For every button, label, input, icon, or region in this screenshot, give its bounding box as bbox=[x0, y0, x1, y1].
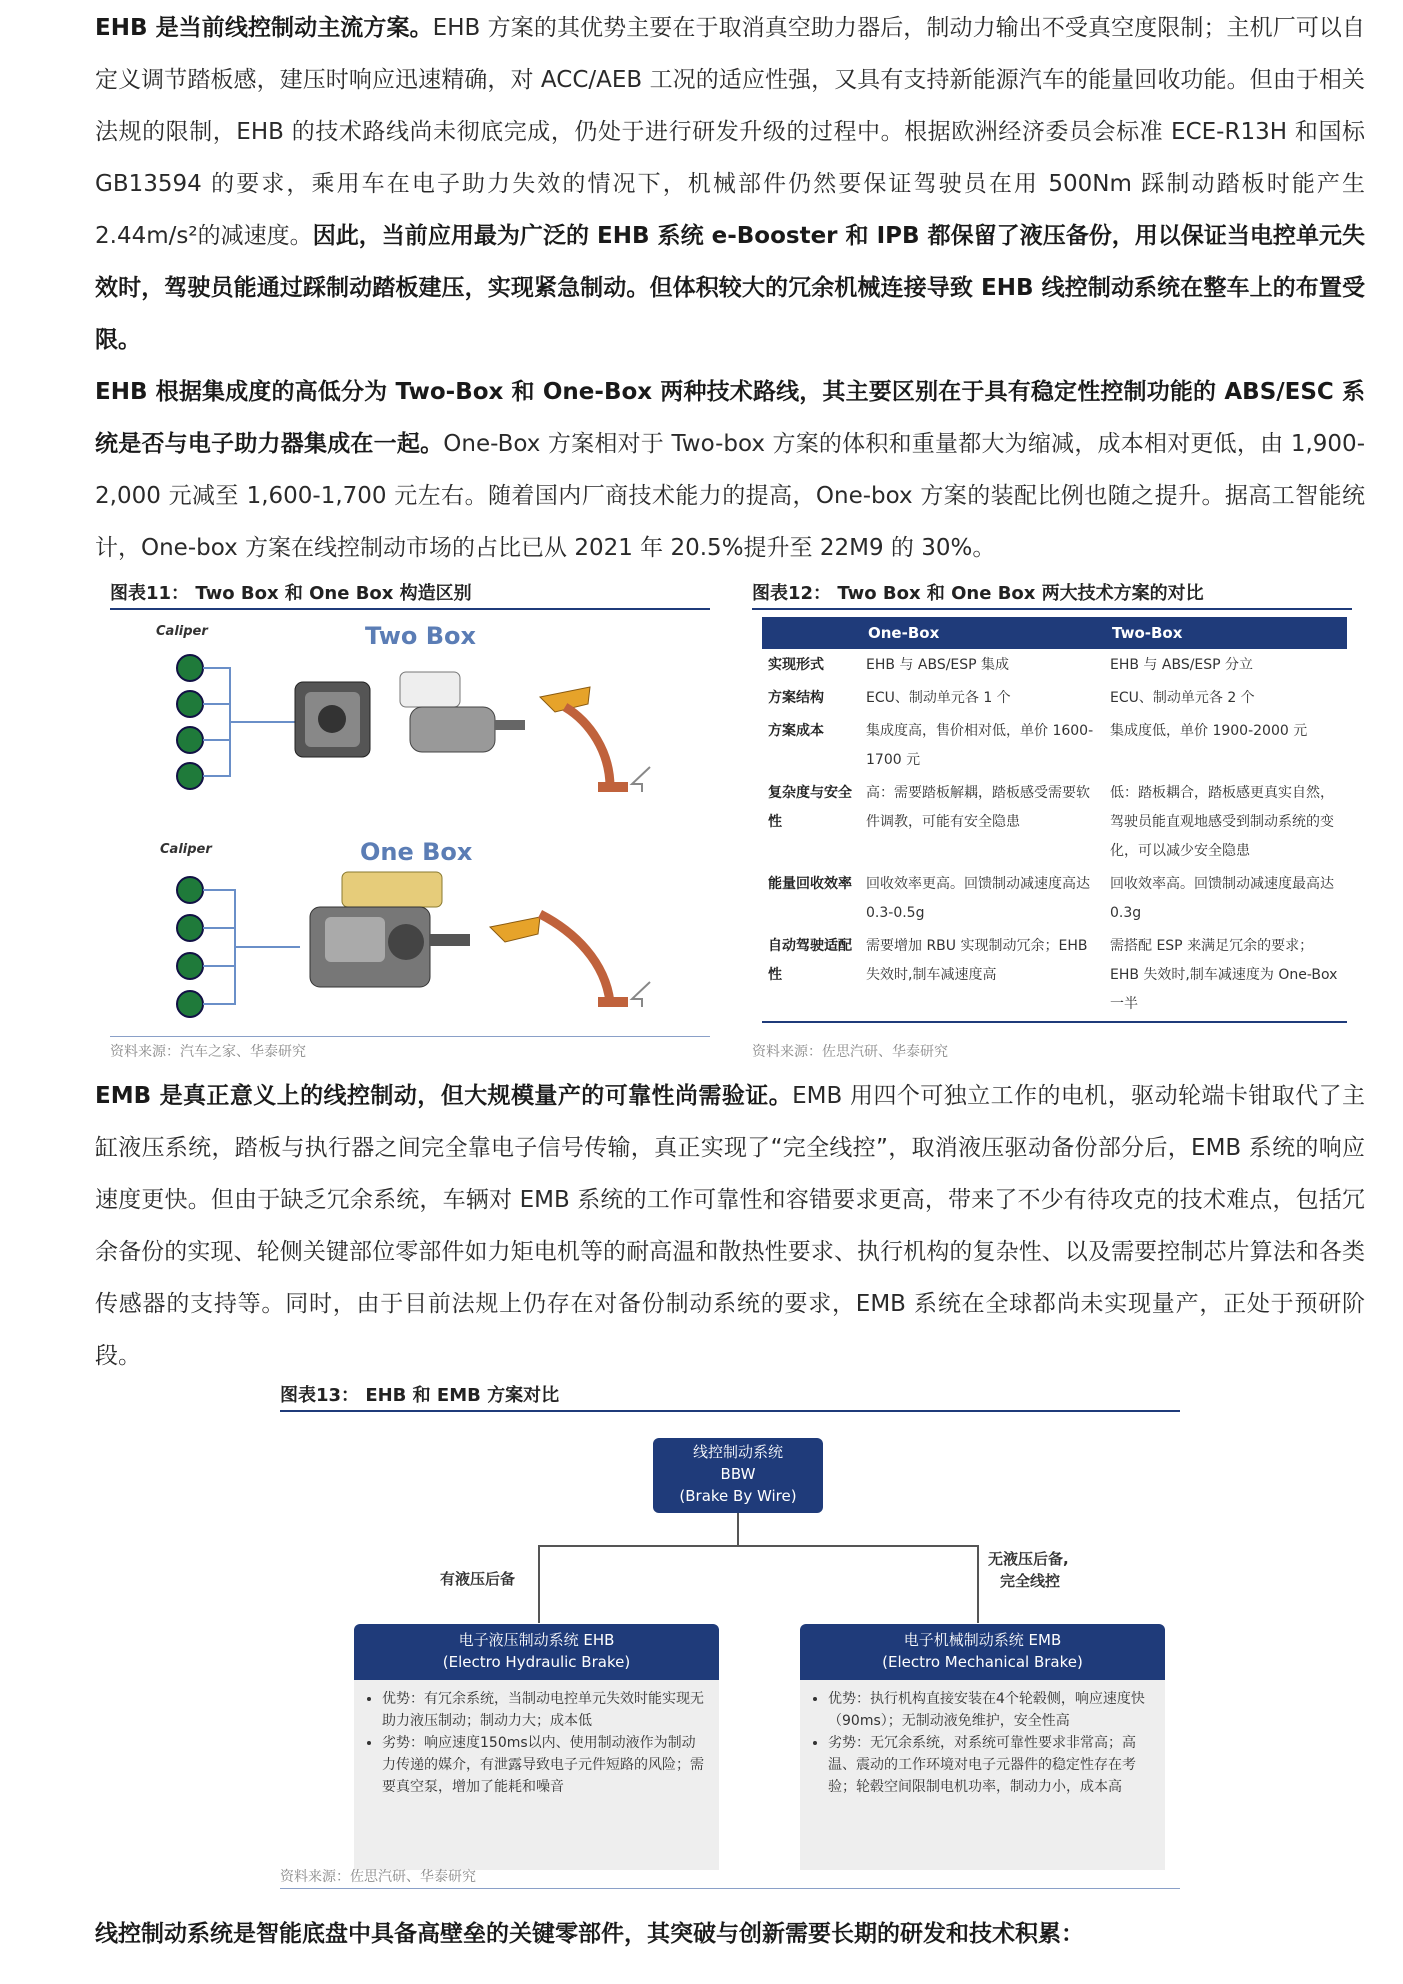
table-header-two-box: Two-Box bbox=[1104, 617, 1347, 649]
two-box-wheels bbox=[177, 655, 300, 789]
one-box-cell: 集成度高，售价相对低，单价 1600-1700 元 bbox=[866, 723, 1094, 768]
figure-12-source: 资料来源：佐思汽研、华泰研究 bbox=[752, 1044, 948, 1060]
figure-13-title: 图表13： EHB 和 EMB 方案对比 bbox=[280, 1385, 560, 1406]
two-box-cell: 低：踏板耦合，踏板感更真实自然，驾驶员能直观地感受到制动系统的变化，可以减少安全隐患 bbox=[1110, 785, 1334, 859]
emb-con: • 劣势：无冗余系统，对系统可靠性要求非常高；高温、震动的工作环境对电子元器件的稳定性存在考验；轮毂空间限制电机功率，制动力小，成本高 bbox=[828, 1732, 1153, 1798]
two-box-abs-unit bbox=[295, 682, 370, 757]
figure-12-title-rule bbox=[752, 608, 1352, 610]
two-box-cell: EHB 与 ABS/ESP 分立 bbox=[1110, 657, 1254, 673]
bbw-root-node bbox=[653, 1438, 823, 1513]
comparison-table bbox=[762, 617, 1347, 1023]
figure-12-comparison-table bbox=[762, 617, 1347, 1023]
one-box-pedal bbox=[490, 914, 650, 1007]
ehb-pro: • 优势：有冗余系统，当制动电控单元失效时能实现无助力液压制动；制动力大；成本低 bbox=[382, 1688, 707, 1732]
row-head: 自动驾驶适配性 bbox=[762, 930, 860, 1022]
table-row bbox=[762, 930, 1347, 1022]
paragraph-bold-lead: EMB 是真正意义上的线控制动，但大规模量产的可靠性尚需验证。 bbox=[95, 1083, 793, 1109]
paragraph-bbw-barrier bbox=[95, 1908, 1365, 1960]
table-header-blank bbox=[762, 617, 860, 649]
row-head: 复杂度与安全性 bbox=[768, 785, 852, 830]
one-box-cell: 高：需要踏板解耦，踏板感受需要软件调教，可能有安全隐患 bbox=[866, 785, 1090, 830]
emb-node-header bbox=[800, 1624, 1165, 1685]
one-box-cell: ECU、制动单元各 1 个 bbox=[866, 690, 1011, 706]
table-row bbox=[762, 777, 1347, 868]
brake-layout-illustration bbox=[110, 612, 710, 1032]
ehb-con: • 劣势：响应速度150ms以内、使用制动液作为制动力传递的媒介，有泄露导致电子元件短路的风险；需要真空泵，增加了能耗和噪音 bbox=[382, 1732, 707, 1798]
ehb-subtitle: (Electro Hydraulic Brake) bbox=[442, 1653, 631, 1671]
paragraph-bold-tail: 因此，当前应用最为广泛的 EHB 系统 e-Booster 和 IPB 都保留了液压备份，用以保证当电控单元失效时，驾驶员能通过踩制动踏板建压，实现紧急制动。但体积较大的冗余机械连接导致 EHB 线控制动系统在整车上的布置受限。 bbox=[95, 223, 1365, 353]
ehb-title: 电子液压制动系统 EHB bbox=[458, 1631, 615, 1649]
table-header-one-box: One-Box bbox=[860, 617, 1104, 649]
paragraph-two-box-one-box bbox=[95, 366, 1365, 574]
connector-root-down bbox=[737, 1513, 739, 1546]
paragraph-text: EHB 方案的其优势主要在于取消真空助力器后，制动力输出不受真空度限制；主机厂可以自定义调节踏板感，建压时响应迅速精确，对 ACC/AEB 工况的适应性强，又具有支持新能源汽车的能量回收功能。但由于相关法规的限制，EHB 的技术路线尚未彻底完成，仍处于进行研发升级的过程中。根据欧洲经济委员会标准 ECE-R13H 和国标 GB13594 的要求，乘用车在电子助力失效的情况下，机械部件仍然要保证驾驶员在用 500Nm 踩制动踏板时能产生 2.44m/s²的减速度。 bbox=[95, 15, 1366, 249]
two-box-pedal bbox=[540, 687, 650, 792]
emb-subtitle: (Electro Mechanical Brake) bbox=[882, 1653, 1083, 1671]
connector-horizontal bbox=[538, 1545, 978, 1547]
figure-13-diagram bbox=[280, 1384, 1180, 1894]
one-box-cell: 回收效率更高。回馈制动减速度高达 0.3-0.5g bbox=[866, 876, 1090, 921]
figure-11-source: 资料来源：汽车之家、华泰研究 bbox=[110, 1044, 306, 1060]
table-row bbox=[762, 715, 1347, 777]
ehb-node-panel bbox=[354, 1680, 719, 1870]
two-box-cell: 集成度低，单价 1900-2000 元 bbox=[1110, 723, 1308, 739]
one-box-integrated-unit bbox=[310, 872, 470, 987]
paragraph-emb bbox=[95, 1070, 1365, 1382]
figure-11-bottom-rule bbox=[110, 1036, 710, 1037]
one-box-label: One Box bbox=[360, 838, 473, 866]
row-head: 方案结构 bbox=[768, 690, 824, 706]
figure-13-bottom-rule bbox=[280, 1888, 1180, 1889]
table-row bbox=[762, 682, 1347, 715]
bbw-root-line3: (Brake By Wire) bbox=[679, 1487, 797, 1505]
row-head: 实现形式 bbox=[768, 657, 824, 673]
branch-label-no-hydraulic-1: 无液压后备, bbox=[988, 1550, 1069, 1568]
table-row bbox=[762, 868, 1347, 930]
bbw-root-line2: BBW bbox=[720, 1465, 756, 1483]
figure-11-title: 图表11： Two Box 和 One Box 构造区别 bbox=[110, 583, 472, 604]
one-box-wheels bbox=[177, 877, 300, 1017]
table-header-row bbox=[762, 617, 1347, 649]
two-box-cell: 回收效率高。回馈制动减速度最高达 0.3g bbox=[1110, 876, 1334, 921]
caliper-label-top: Caliper bbox=[156, 624, 208, 639]
figure-11-diagram bbox=[110, 612, 710, 1032]
figure-11-title-rule bbox=[110, 608, 710, 610]
connector-left-down bbox=[538, 1545, 540, 1623]
bbw-root-line1: 线控制动系统 bbox=[692, 1443, 783, 1461]
two-box-cell: 需搭配 ESP 来满足冗余的要求；EHB 失效时,制车减速度为 One-Box 一半 bbox=[1104, 930, 1347, 1022]
two-box-booster-unit bbox=[400, 672, 525, 752]
figure-12-title: 图表12： Two Box 和 One Box 两大技术方案的对比 bbox=[752, 583, 1204, 604]
emb-node-panel bbox=[800, 1680, 1165, 1870]
emb-pro: • 优势：执行机构直接安装在4个轮毂侧，响应速度快（90ms）；无制动液免维护，安全性高 bbox=[828, 1688, 1153, 1732]
two-box-cell: ECU、制动单元各 2 个 bbox=[1110, 690, 1255, 706]
table-row bbox=[762, 649, 1347, 682]
paragraph-bold-lead: 线控制动系统是智能底盘中具备高壁垒的关键零部件，其突破与创新需要长期的研发和技术积累： bbox=[95, 1921, 1084, 1947]
paragraph-text: EMB 用四个可独立工作的电机，驱动轮端卡钳取代了主缸液压系统，踏板与执行器之间完全靠电子信号传输，真正实现了“完全线控”，取消液压驱动备份部分后，EMB 系统的响应速度更快。但由于缺乏冗余系统，车辆对 EMB 系统的工作可靠性和容错要求更高，带来了不少有待攻克的技术难点，包括冗余备份的实现、轮侧关键部位零部件如力矩电机等的耐高温和散热性要求、执行机构的复杂性、以及需要控制芯片算法和各类传感器的支持等。同时，由于目前法规上仍存在对备份制动系统的要求，EMB 系统在全球都尚未实现量产，正处于预研阶段。 bbox=[95, 1083, 1366, 1369]
paragraph-ehb-mainstream bbox=[95, 2, 1365, 366]
emb-title: 电子机械制动系统 EMB bbox=[903, 1631, 1062, 1649]
row-head: 能量回收效率 bbox=[768, 876, 852, 892]
one-box-cell: 需要增加 RBU 实现制动冗余；EHB 失效时,制车减速度高 bbox=[860, 930, 1104, 1022]
figure-13-source: 资料来源：佐思汽研、华泰研究 bbox=[280, 1869, 476, 1885]
row-head: 方案成本 bbox=[768, 723, 824, 739]
two-box-label: Two Box bbox=[365, 622, 477, 650]
connector-right-down bbox=[977, 1545, 979, 1623]
paragraph-text: One-Box 方案相对于 Two-box 方案的体积和重量都大为缩减，成本相对更低，由 1,900-2,000 元减至 1,600-1,700 元左右。随着国内厂商技术能力的提高，One-box 方案的装配比例也随之提升。据高工智能统计，One-box 方案在线控制动市场的占比已从 2021 年 20.5%提升至 22M9 的 30%。 bbox=[95, 431, 1365, 561]
caliper-label-bottom: Caliper bbox=[160, 842, 212, 857]
branch-label-hydraulic: 有液压后备 bbox=[440, 1570, 516, 1588]
ehb-node-header bbox=[354, 1624, 719, 1685]
paragraph-bold-lead: EHB 是当前线控制动主流方案。 bbox=[95, 15, 433, 41]
paragraph-bold-lead: EHB 根据集成度的高低分为 Two-Box 和 One-Box 两种技术路线，其主要区别在于具有稳定性控制功能的 ABS/ESC 系统是否与电子助力器集成在一起。 bbox=[95, 379, 1365, 457]
one-box-cell: EHB 与 ABS/ESP 集成 bbox=[866, 657, 1010, 673]
branch-label-no-hydraulic-2: 完全线控 bbox=[1000, 1572, 1061, 1590]
